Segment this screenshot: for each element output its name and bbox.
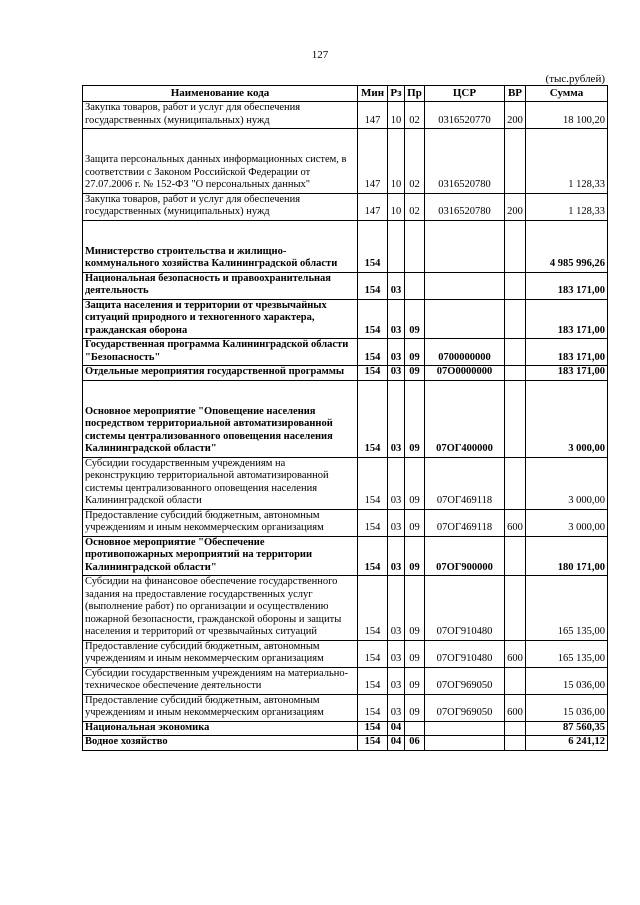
cell-min: 154 [358, 339, 388, 366]
header-pr: Пр [405, 86, 425, 102]
cell-name: Предоставление субсидий бюджетным, автономным учреждениям и иным некоммерческим организациям [83, 509, 358, 536]
cell-rz: 03 [388, 694, 405, 721]
cell-name: Основное мероприятие "Оповещение населения посредством территориальной автоматизированной системы централизованного оповещения населения Калининградской области" [83, 380, 358, 457]
table-row [83, 366, 608, 381]
cell-csr: 07ОГ969050 [425, 667, 505, 694]
cell-name: Закупка товаров, работ и услуг для обеспечения государственных (муниципальных) нужд [83, 102, 358, 129]
cell-vr [505, 721, 526, 736]
cell-csr: 0700000000 [425, 339, 505, 366]
cell-name: Министерство строительства и жилищно-коммунального хозяйства Калининградской области [83, 220, 358, 272]
cell-csr [425, 721, 505, 736]
cell-sum: 3 000,00 [526, 380, 608, 457]
cell-csr [425, 220, 505, 272]
budget-table [82, 85, 608, 751]
table-row [83, 220, 608, 272]
cell-vr [505, 272, 526, 299]
cell-vr [505, 736, 526, 751]
cell-csr: 07ОГ469118 [425, 509, 505, 536]
cell-sum: 183 171,00 [526, 339, 608, 366]
cell-vr [505, 576, 526, 641]
cell-name: Водное хозяйство [83, 736, 358, 751]
cell-sum: 3 000,00 [526, 457, 608, 509]
cell-pr [405, 220, 425, 272]
cell-rz: 10 [388, 193, 405, 220]
cell-min: 154 [358, 220, 388, 272]
cell-rz: 03 [388, 272, 405, 299]
cell-sum: 87 560,35 [526, 721, 608, 736]
cell-pr: 09 [405, 536, 425, 576]
cell-vr: 600 [505, 509, 526, 536]
cell-pr: 09 [405, 299, 425, 339]
cell-vr: 600 [505, 694, 526, 721]
table-row [83, 193, 608, 220]
table-header-row [83, 86, 608, 102]
cell-min: 154 [358, 667, 388, 694]
cell-min: 154 [358, 721, 388, 736]
cell-vr: 200 [505, 193, 526, 220]
table-row [83, 102, 608, 129]
cell-vr [505, 667, 526, 694]
header-name: Наименование кода [83, 86, 358, 102]
cell-pr: 09 [405, 694, 425, 721]
header-sum: Сумма [526, 86, 608, 102]
cell-rz: 03 [388, 640, 405, 667]
cell-name: Субсидии государственным учреждениям на реконструкцию территориальной автоматизированной системы централизованного оповещения населения Калининградской области [83, 457, 358, 509]
header-csr: ЦСР [425, 86, 505, 102]
table-row [83, 640, 608, 667]
cell-pr [405, 721, 425, 736]
cell-csr: 07ОГ400000 [425, 380, 505, 457]
cell-csr: 07ОГ900000 [425, 536, 505, 576]
cell-vr [505, 366, 526, 381]
cell-rz [388, 220, 405, 272]
cell-sum: 18 100,20 [526, 102, 608, 129]
cell-csr: 0316520780 [425, 129, 505, 194]
header-min: Мин [358, 86, 388, 102]
table-row [83, 536, 608, 576]
cell-min: 154 [358, 694, 388, 721]
cell-sum: 15 036,00 [526, 694, 608, 721]
cell-min: 154 [358, 576, 388, 641]
cell-rz: 03 [388, 366, 405, 381]
cell-pr: 02 [405, 193, 425, 220]
cell-vr: 200 [505, 102, 526, 129]
cell-name: Предоставление субсидий бюджетным, автономным учреждениям и иным некоммерческим организациям [83, 694, 358, 721]
table-row [83, 694, 608, 721]
unit-label: (тыс.рублей) [545, 73, 605, 85]
cell-name: Субсидии государственным учреждениям на материально-техническое обеспечение деятельности [83, 667, 358, 694]
cell-vr: 600 [505, 640, 526, 667]
cell-csr: 07О0000000 [425, 366, 505, 381]
table-row [83, 667, 608, 694]
table-row [83, 509, 608, 536]
cell-rz: 03 [388, 536, 405, 576]
cell-name: Национальная экономика [83, 721, 358, 736]
cell-csr [425, 272, 505, 299]
cell-sum: 183 171,00 [526, 272, 608, 299]
cell-sum: 180 171,00 [526, 536, 608, 576]
cell-rz: 04 [388, 721, 405, 736]
header-vr: ВР [505, 86, 526, 102]
cell-rz: 10 [388, 102, 405, 129]
cell-pr: 02 [405, 102, 425, 129]
cell-min: 154 [358, 380, 388, 457]
cell-vr [505, 299, 526, 339]
cell-vr [505, 339, 526, 366]
cell-pr: 09 [405, 640, 425, 667]
cell-pr: 09 [405, 380, 425, 457]
cell-pr: 02 [405, 129, 425, 194]
table-row [83, 129, 608, 194]
cell-pr: 09 [405, 667, 425, 694]
cell-vr [505, 129, 526, 194]
cell-sum: 183 171,00 [526, 299, 608, 339]
table-row [83, 736, 608, 751]
cell-name: Государственная программа Калининградской области "Безопасность" [83, 339, 358, 366]
cell-sum: 165 135,00 [526, 640, 608, 667]
cell-rz: 03 [388, 339, 405, 366]
cell-rz: 04 [388, 736, 405, 751]
cell-pr: 09 [405, 457, 425, 509]
cell-rz: 03 [388, 576, 405, 641]
cell-vr [505, 380, 526, 457]
cell-name: Субсидии на финансовое обеспечение государственного задания на предоставление государственных услуг (выполнение работ) по организации и осуществлению пожарной безопасности, гражданской обороны и защиты населения и территорий от чрезвычайных ситуаций [83, 576, 358, 641]
cell-min: 154 [358, 299, 388, 339]
cell-vr [505, 536, 526, 576]
cell-csr: 07ОГ910480 [425, 640, 505, 667]
table-row [83, 576, 608, 641]
cell-csr: 07ОГ969050 [425, 694, 505, 721]
cell-name: Отдельные мероприятия государственной программы [83, 366, 358, 381]
cell-name: Защита персональных данных информационных систем, в соответствии с Законом Российской Федерации от 27.07.2006 г. № 152-ФЗ "О персональных данных" [83, 129, 358, 194]
header-rz: Рз [388, 86, 405, 102]
cell-name: Защита населения и территории от чрезвычайных ситуаций природного и техногенного характера, гражданская оборона [83, 299, 358, 339]
cell-rz: 03 [388, 380, 405, 457]
cell-csr [425, 736, 505, 751]
cell-name: Предоставление субсидий бюджетным, автономным учреждениям и иным некоммерческим организациям [83, 640, 358, 667]
cell-sum: 165 135,00 [526, 576, 608, 641]
cell-rz: 03 [388, 509, 405, 536]
cell-min: 154 [358, 640, 388, 667]
cell-vr [505, 220, 526, 272]
cell-sum: 1 128,33 [526, 129, 608, 194]
cell-min: 154 [358, 272, 388, 299]
cell-pr [405, 272, 425, 299]
cell-min: 154 [358, 509, 388, 536]
cell-min: 147 [358, 193, 388, 220]
cell-rz: 10 [388, 129, 405, 194]
cell-pr: 06 [405, 736, 425, 751]
cell-min: 147 [358, 102, 388, 129]
cell-name: Закупка товаров, работ и услуг для обеспечения государственных (муниципальных) нужд [83, 193, 358, 220]
cell-name: Основное мероприятие "Обеспечение противопожарных мероприятий на территории Калининградской области" [83, 536, 358, 576]
cell-csr: 07ОГ469118 [425, 457, 505, 509]
cell-pr: 09 [405, 366, 425, 381]
cell-sum: 15 036,00 [526, 667, 608, 694]
table-row [83, 457, 608, 509]
cell-sum: 183 171,00 [526, 366, 608, 381]
cell-pr: 09 [405, 576, 425, 641]
cell-sum: 3 000,00 [526, 509, 608, 536]
cell-csr: 0316520780 [425, 193, 505, 220]
table-row [83, 272, 608, 299]
cell-rz: 03 [388, 299, 405, 339]
table-row [83, 721, 608, 736]
cell-rz: 03 [388, 667, 405, 694]
cell-csr: 07ОГ910480 [425, 576, 505, 641]
page-number: 127 [311, 49, 329, 61]
cell-vr [505, 457, 526, 509]
table-row [83, 299, 608, 339]
cell-sum: 6 241,12 [526, 736, 608, 751]
cell-min: 147 [358, 129, 388, 194]
table-row [83, 380, 608, 457]
cell-csr: 0316520770 [425, 102, 505, 129]
cell-rz: 03 [388, 457, 405, 509]
cell-min: 154 [358, 536, 388, 576]
table-row [83, 339, 608, 366]
cell-pr: 09 [405, 339, 425, 366]
cell-name: Национальная безопасность и правоохранительная деятельность [83, 272, 358, 299]
cell-min: 154 [358, 736, 388, 751]
cell-sum: 4 985 996,26 [526, 220, 608, 272]
cell-min: 154 [358, 366, 388, 381]
cell-sum: 1 128,33 [526, 193, 608, 220]
cell-csr [425, 299, 505, 339]
cell-pr: 09 [405, 509, 425, 536]
cell-min: 154 [358, 457, 388, 509]
